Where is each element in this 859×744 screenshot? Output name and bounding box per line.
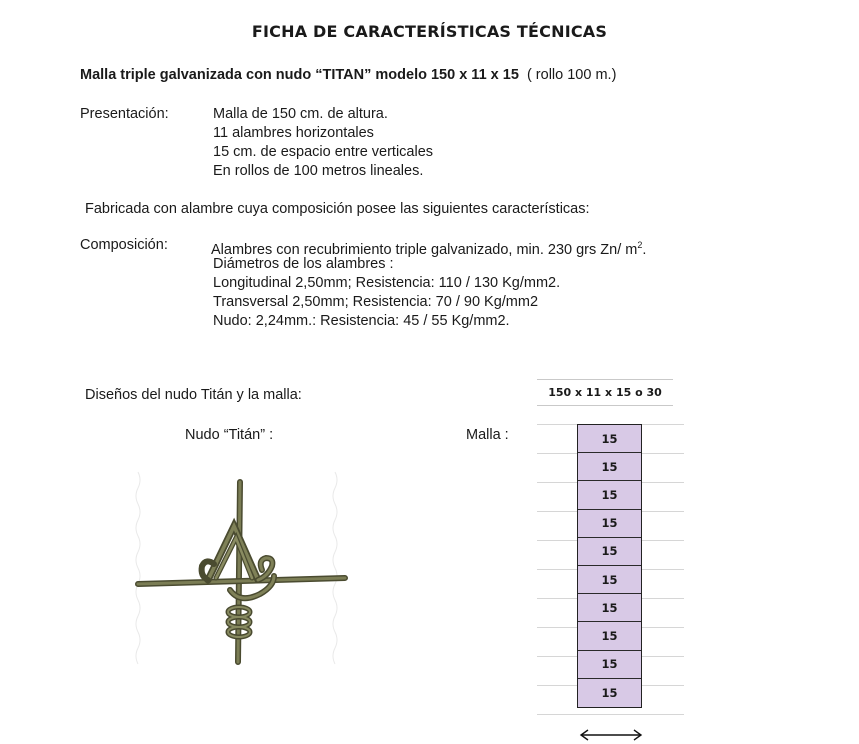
- mesh-column: [577, 424, 642, 708]
- superscript: 2: [637, 240, 643, 250]
- disenos-label: Diseños del nudo Titán y la malla:: [85, 387, 302, 403]
- composicion-label: Composición:: [80, 237, 168, 253]
- titan-knot-image: [130, 462, 350, 702]
- double-arrow-icon: [578, 728, 644, 742]
- presentacion-label: Presentación:: [80, 106, 169, 122]
- composicion-first-end: .: [642, 242, 647, 258]
- presentacion-line: 15 cm. de espacio entre verticales: [213, 144, 434, 160]
- mesh-cell: 15: [578, 622, 641, 650]
- mesh-cell: 15: [578, 481, 641, 509]
- mesh-cell: 15: [578, 651, 641, 679]
- mesh-cell: 15: [578, 566, 641, 594]
- product-name: Malla triple galvanizada con nudo “TITAN” modelo 150 x 11 x 15: [80, 67, 519, 83]
- mesh-cell: 15: [578, 594, 641, 622]
- mesh-cell: 15: [578, 453, 641, 481]
- mesh-cell: 15: [578, 510, 641, 538]
- presentacion-line: 11 alambres horizontales: [213, 125, 374, 141]
- roll-length: ( rollo 100 m.): [526, 67, 617, 83]
- composicion-lines: [213, 255, 560, 331]
- fabricada-text: Fabricada con alambre cuya composición posee las siguientes características:: [85, 201, 590, 217]
- malla-label: Malla :: [466, 427, 509, 443]
- mesh-cell: 15: [601, 685, 618, 700]
- product-subtitle: [80, 67, 616, 83]
- nudo-label: Nudo “Titán” :: [185, 427, 274, 443]
- composicion-line: Longitudinal 2,50mm; Resistencia: 110 / 130 Kg/mm2.: [213, 275, 561, 291]
- mesh-cell: 15: [578, 425, 641, 453]
- composicion-line: Diámetros de los alambres :: [213, 256, 394, 272]
- presentacion-line: Malla de 150 cm. de altura.: [213, 106, 388, 122]
- composicion-first-text: Alambres con recubrimiento triple galvanizado, min. 230 grs Zn/ m: [211, 242, 638, 258]
- mesh-cell: 15: [578, 538, 641, 566]
- presentacion-lines: [213, 105, 433, 181]
- presentacion-line: En rollos de 100 metros lineales.: [213, 163, 424, 179]
- composicion-line: Transversal 2,50mm; Resistencia: 70 / 90 Kg/mm2: [213, 294, 539, 310]
- composicion-line: Nudo: 2,24mm.: Resistencia: 45 / 55 Kg/mm2.: [213, 313, 510, 329]
- document-title: FICHA DE CARACTERÍSTICAS TÉCNICAS: [251, 22, 608, 41]
- mesh-header: 150 x 11 x 15 o 30: [537, 379, 673, 406]
